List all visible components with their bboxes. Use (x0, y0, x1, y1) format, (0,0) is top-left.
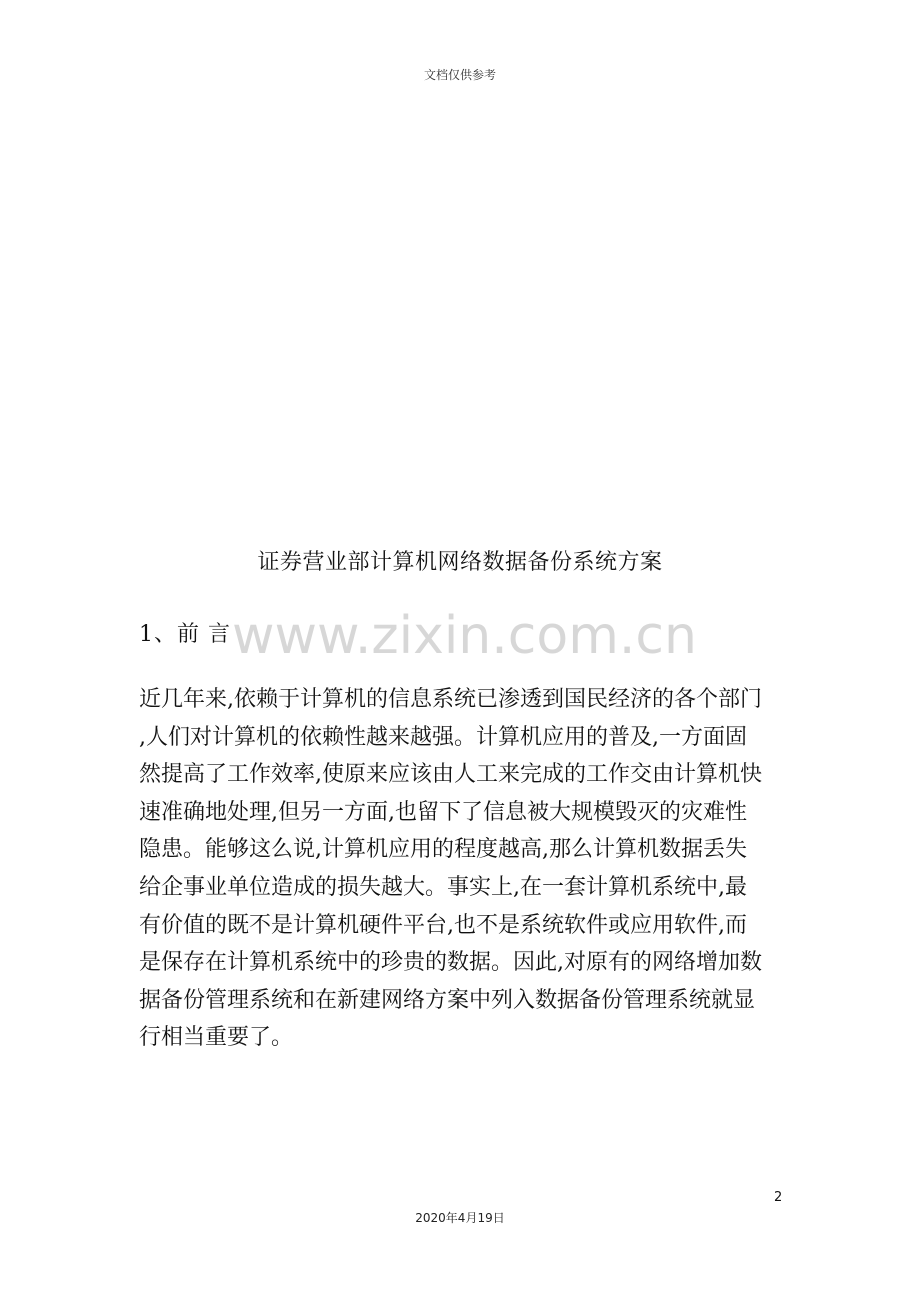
paragraph-line: 近几年来,依赖于计算机的信息系统已渗透到国民经济的各个部门 (139, 687, 762, 712)
paragraph-line: 速准确地处理,但另一方面,也留下了信息被大规模毁灭的灾难性 (139, 799, 747, 825)
paragraph-line: 然提高了工作效率,使原来应该由人工来完成的工作交由计算机快 (139, 762, 762, 788)
paragraph-line: 隐患。能够这么说,计算机应用的程度越高,那么计算机数据丢失 (139, 837, 747, 863)
watermark: www.zixin.com.cn (232, 606, 697, 666)
body-paragraph (139, 681, 781, 1057)
paragraph-line: 据备份管理系统和在新建网络方案中列入数据备份管理系统就显 (139, 987, 756, 1013)
paragraph-line: 行相当重要了。 (139, 1025, 294, 1051)
footer-date: 2020年4月19日 (415, 1211, 505, 1225)
header-note: 文档仅供参考 (423, 68, 496, 82)
document-title: 证券营业部计算机网络数据备份系统方案 (257, 550, 663, 575)
paragraph-line: 给企事业单位造成的损失越大。事实上,在一套计算机系统中,最 (139, 874, 747, 900)
paragraph-line: 是保存在计算机系统中的珍贵的数据。因此,对原有的网络增加数 (139, 950, 762, 976)
paragraph-line: ,人们对计算机的依赖性越来越强。计算机应用的普及,一方面固 (139, 724, 747, 750)
paragraph-line: 有价值的既不是计算机硬件平台,也不是系统软件或应用软件,而 (139, 912, 747, 938)
section-heading: 1、前 言 (139, 622, 231, 647)
page-number: 2 (774, 1190, 783, 1205)
